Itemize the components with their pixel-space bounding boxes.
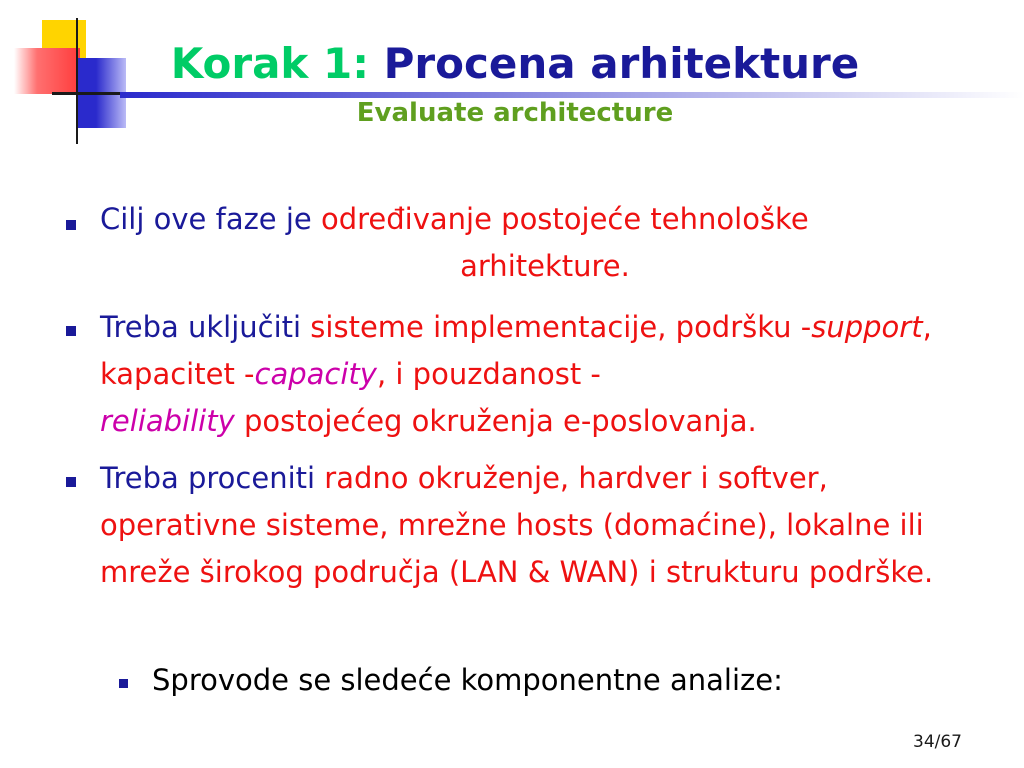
bullet-marker-3 <box>66 477 76 487</box>
slide-subtitle: Evaluate architecture <box>356 98 674 128</box>
bullet-3-text <box>100 455 940 596</box>
b3-lead: Treba proceniti <box>100 461 325 495</box>
sub-bullet-text: Sprovode se sledeće komponentne analize: <box>152 663 783 697</box>
title-prefix: Korak 1: <box>170 39 370 88</box>
bullet-marker-1 <box>66 220 76 230</box>
b1-emphasis: određivanje postojeće tehnološke <box>320 202 809 236</box>
bullet-1-text <box>100 196 990 290</box>
sub-bullet-marker <box>119 679 128 688</box>
b3-emphasis: radno okruženje, hardver i softver, operativne sisteme, mrežne hosts (domaćine), lokalne ili mreže širokog područja (LAN & WAN) i strukturu podrške. <box>100 461 934 589</box>
b2-systems: sisteme implementacije, podršku - <box>310 310 812 344</box>
b2-capacity-label: , kapacitet - <box>100 310 932 391</box>
b2-lead: Treba uključiti <box>100 310 311 344</box>
b2-tail: postojećeg okruženja e-poslovanja. <box>234 404 757 438</box>
b2-capacity-term: capacity <box>254 357 377 391</box>
title-main: Procena arhitekture <box>383 39 860 88</box>
b1-lead: Cilj ove faze je <box>100 202 321 236</box>
b1-emphasis-line2: arhitekture. <box>460 249 630 283</box>
logo-vertical-line <box>76 18 78 144</box>
logo-red-square <box>14 48 80 94</box>
b2-support-term: support <box>811 310 923 344</box>
slide-title <box>120 38 910 90</box>
decorative-logo <box>0 0 140 150</box>
bullet-2-text <box>100 304 980 445</box>
b2-reliability-term: reliability <box>100 404 235 438</box>
b2-reliability-label: , i pouzdanost - <box>376 357 601 391</box>
page-number: 34/67 <box>913 732 962 752</box>
bullet-marker-2 <box>66 326 76 336</box>
